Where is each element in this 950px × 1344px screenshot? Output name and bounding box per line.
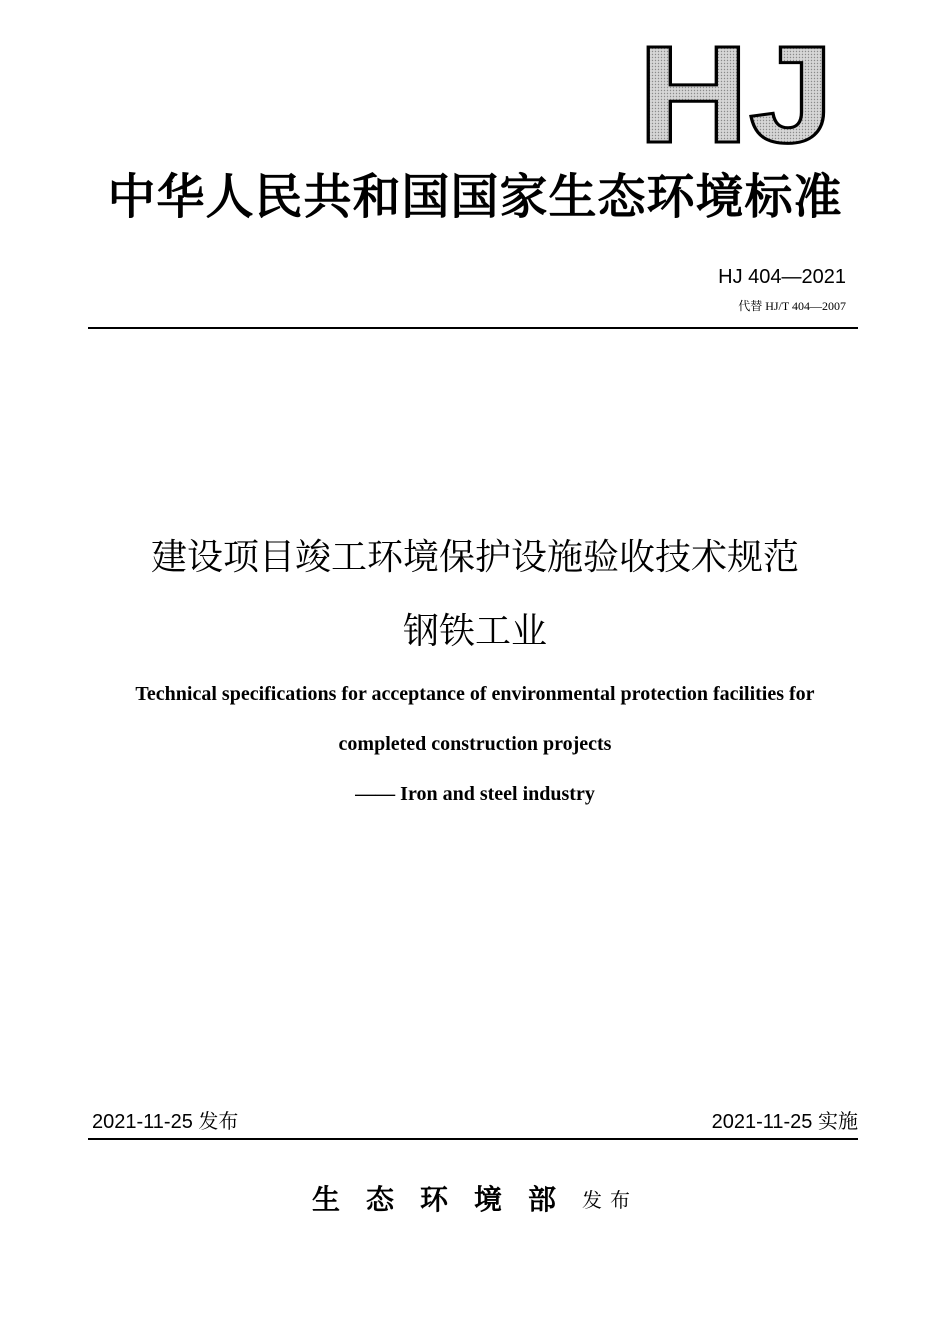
- document-title-en-line2: completed construction projects: [338, 733, 612, 755]
- hj-logo-icon: [636, 38, 836, 154]
- issuer-name: 生态环境部: [311, 1183, 582, 1216]
- hj-logo-text: HJ: [638, 38, 834, 154]
- standard-category-title: 中华人民共和国国家生态环境标准: [107, 169, 843, 225]
- document-title-en-line1: Technical specifications for acceptance of environmental protection facilities for: [135, 683, 815, 705]
- issue-date: 2021-11-25 发布: [92, 1111, 239, 1133]
- document-title-zh-line2: 钢铁工业: [402, 611, 547, 652]
- implementation-date: 2021-11-25 实施: [711, 1111, 858, 1133]
- document-title-zh-line1: 建设项目竣工环境保护设施验收技术规范: [150, 537, 799, 578]
- document-title-en-line3: —— Iron and steel industry: [355, 783, 595, 805]
- standard-number: HJ 404—2021: [718, 266, 846, 288]
- issued-label: 发布: [582, 1188, 638, 1212]
- footer-divider: [88, 1138, 858, 1140]
- issuer-line: [0, 1180, 950, 1220]
- replaces-note: 代替 HJ/T 404—2007: [738, 299, 846, 313]
- header-divider: [88, 327, 858, 329]
